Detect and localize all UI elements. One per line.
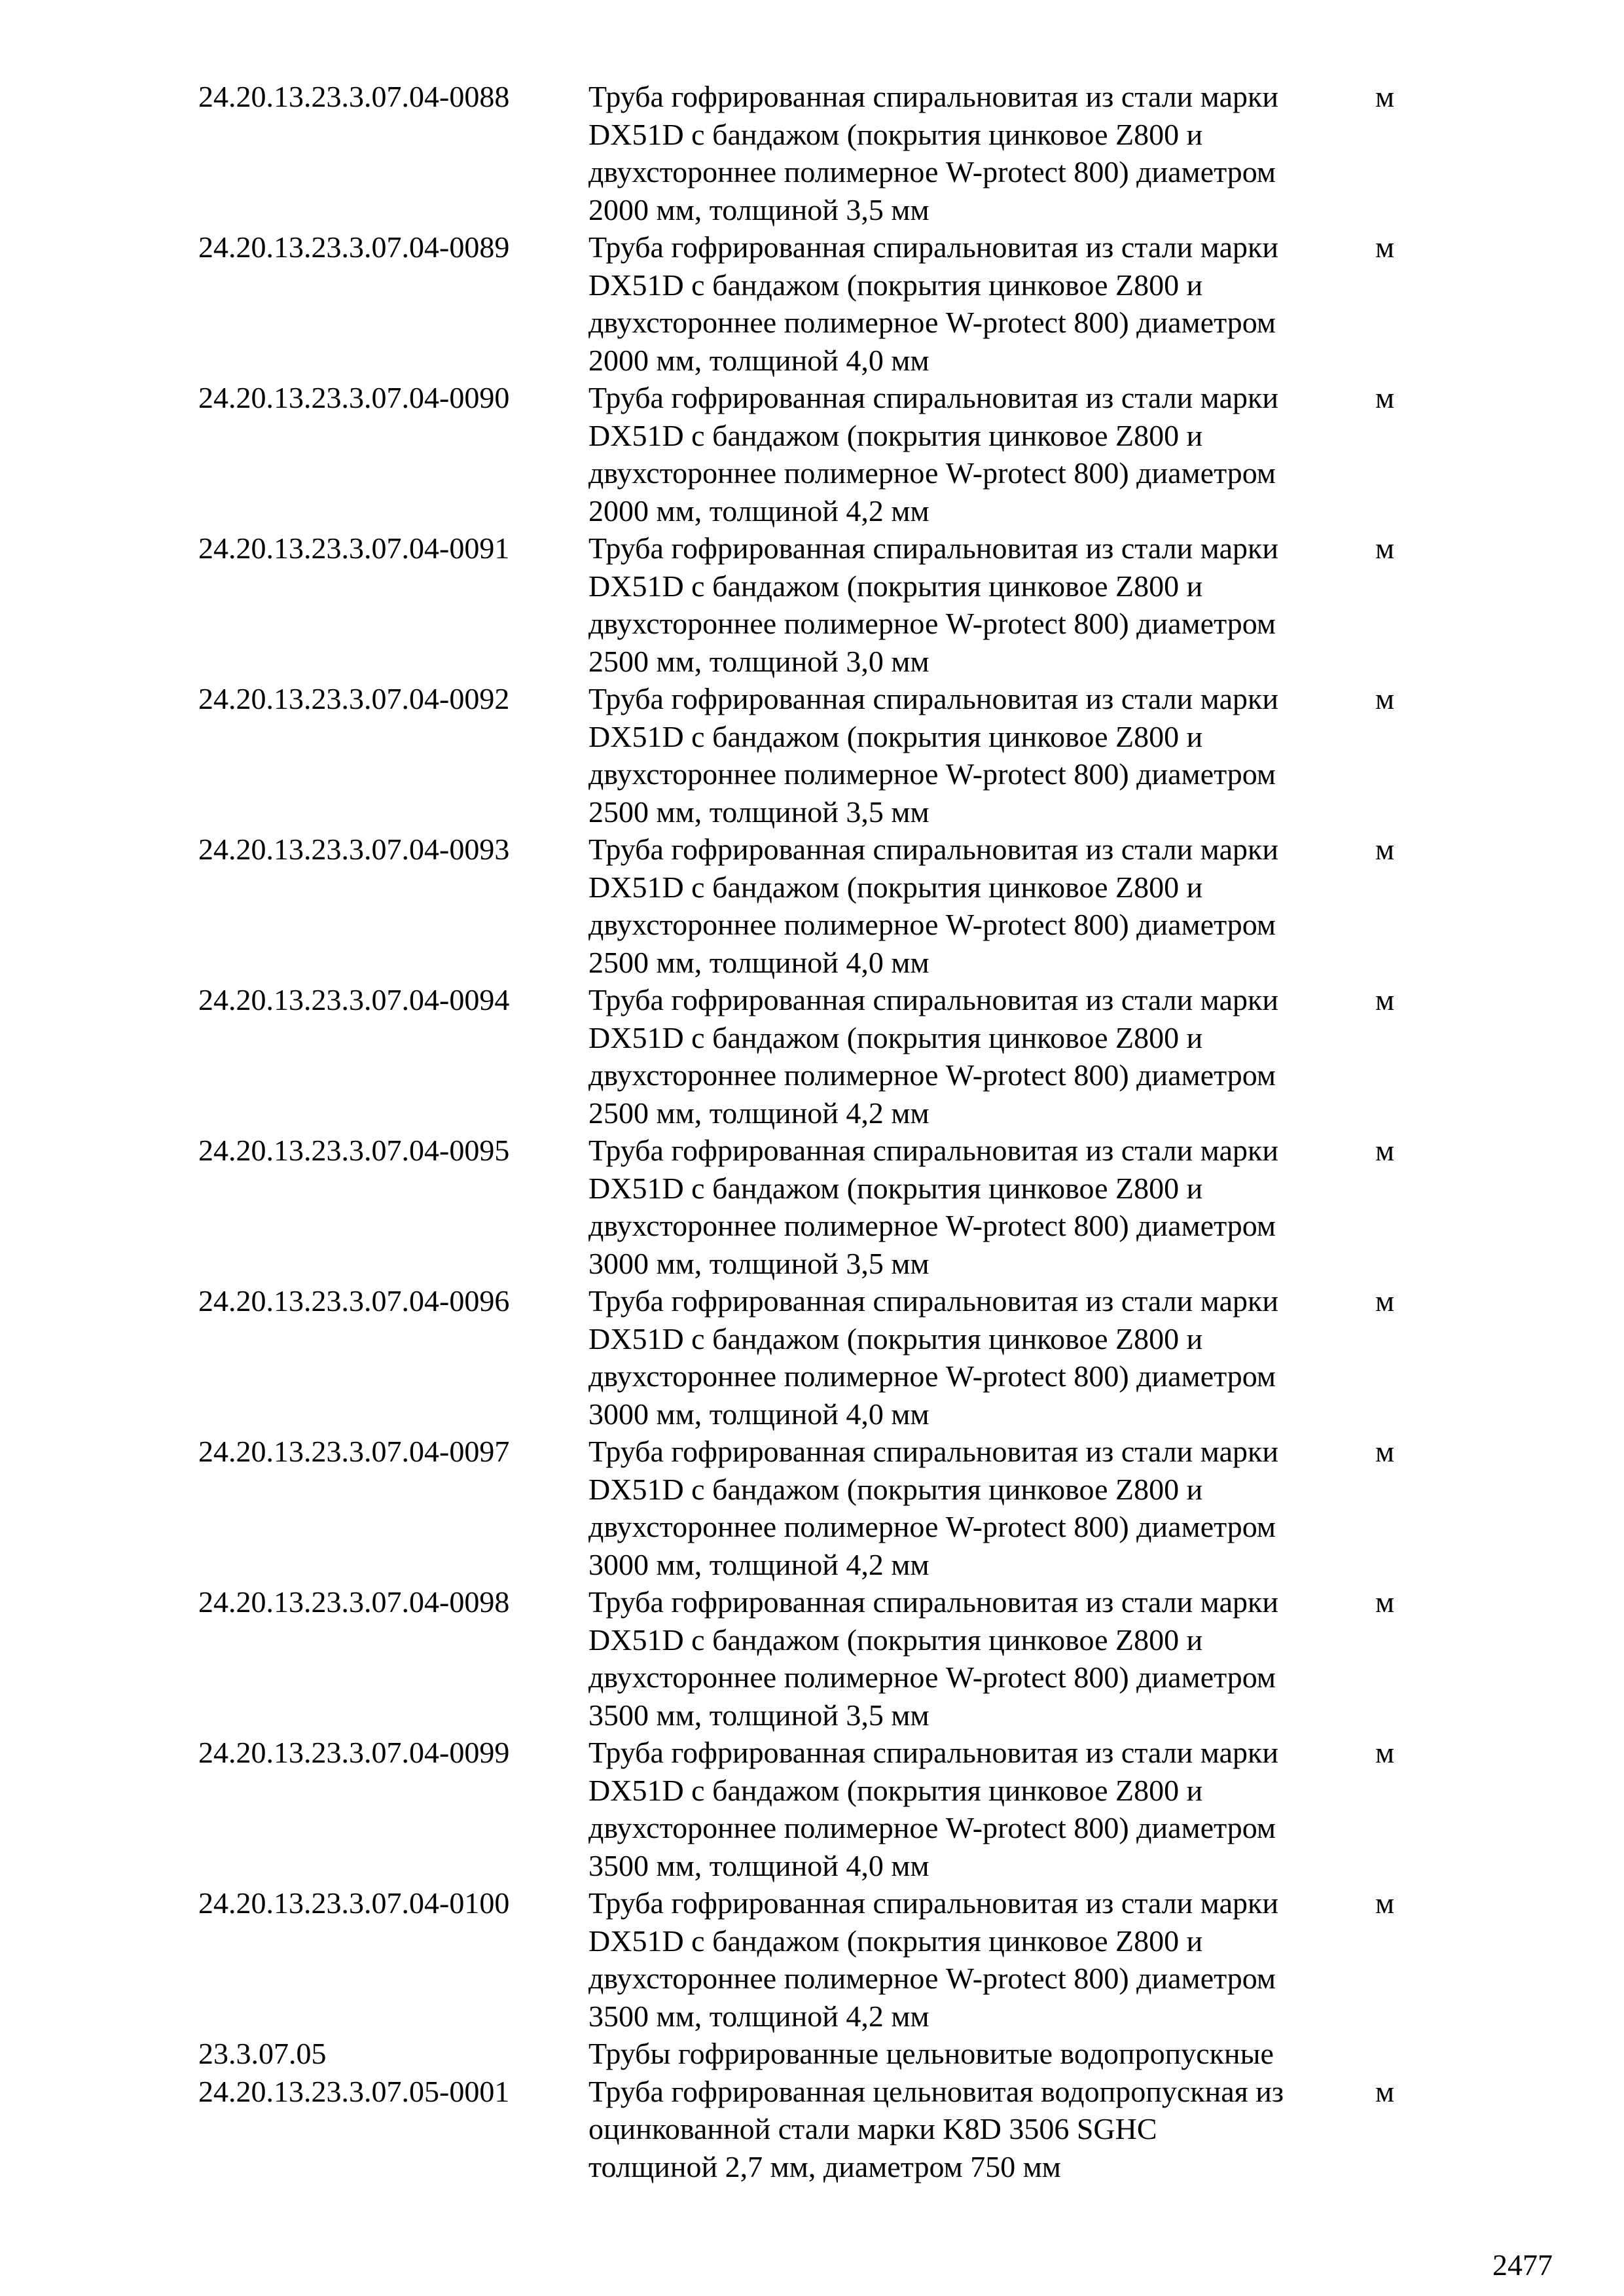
item-code: 24.20.13.23.3.07.05-0001 xyxy=(198,2074,510,2108)
item-description xyxy=(588,981,1367,1132)
description-line: толщиной 2,7 мм, диаметром 750 мм xyxy=(588,2149,1061,2183)
unit-of-measure: м xyxy=(1375,983,1395,1016)
item-code: 23.3.07.05 xyxy=(198,2037,327,2070)
item-code: 24.20.13.23.3.07.04-0090 xyxy=(198,381,510,414)
unit-of-measure: м xyxy=(1375,1585,1395,1619)
description-line: Труба гофрированная спиральновитая из стали марки xyxy=(588,1435,1278,1468)
description-line: DX51D с бандажом (покрытия цинковое Z800 и xyxy=(588,1171,1203,1205)
description-line: 2500 мм, толщиной 4,2 мм xyxy=(588,1096,929,1130)
description-line: двухстороннее полимерное W-protect 800) диаметром xyxy=(588,1209,1276,1242)
item-code: 24.20.13.23.3.07.04-0099 xyxy=(198,1736,510,1769)
description-line: DX51D с бандажом (покрытия цинковое Z800 и xyxy=(588,1924,1203,1958)
item-description xyxy=(588,2073,1367,2186)
description-line: DX51D с бандажом (покрытия цинковое Z800 и xyxy=(588,117,1203,151)
item-description xyxy=(588,831,1367,981)
description-line: Труба гофрированная спиральновитая из стали марки xyxy=(588,682,1278,715)
table-row xyxy=(198,1433,1442,1583)
unit-of-measure: м xyxy=(1375,230,1395,264)
item-description xyxy=(588,680,1367,831)
description-line: DX51D с бандажом (покрытия цинковое Z800 и xyxy=(588,1773,1203,1807)
item-description xyxy=(588,1282,1367,1433)
description-line: Труба гофрированная спиральновитая из стали марки xyxy=(588,1736,1278,1769)
table-row xyxy=(198,1132,1442,1282)
description-line: 3000 мм, толщиной 3,5 мм xyxy=(588,1246,929,1280)
description-line: 2000 мм, толщиной 3,5 мм xyxy=(588,192,929,226)
description-line: 3500 мм, толщиной 4,2 мм xyxy=(588,1999,929,2033)
item-code: 24.20.13.23.3.07.04-0096 xyxy=(198,1284,510,1318)
unit-of-measure: м xyxy=(1375,80,1395,113)
item-code: 24.20.13.23.3.07.04-0094 xyxy=(198,983,510,1016)
table-row xyxy=(198,831,1442,981)
item-code: 24.20.13.23.3.07.04-0097 xyxy=(198,1435,510,1468)
unit-of-measure: м xyxy=(1375,531,1395,565)
description-line: DX51D с бандажом (покрытия цинковое Z800 и xyxy=(588,1472,1203,1506)
item-code: 24.20.13.23.3.07.04-0088 xyxy=(198,80,510,113)
unit-of-measure: м xyxy=(1375,2074,1395,2108)
table-row xyxy=(198,981,1442,1132)
item-code: 24.20.13.23.3.07.04-0100 xyxy=(198,1886,510,1920)
description-line: Труба гофрированная спиральновитая из стали марки xyxy=(588,531,1278,565)
description-line: Труба гофрированная спиральновитая из стали марки xyxy=(588,1134,1278,1167)
description-line: Труба гофрированная спиральновитая из стали марки xyxy=(588,1284,1278,1318)
table-row xyxy=(198,680,1442,831)
description-line: двухстороннее полимерное W-protect 800) диаметром xyxy=(588,155,1276,188)
description-line: DX51D с бандажом (покрытия цинковое Z800 и xyxy=(588,418,1203,452)
description-line: двухстороннее полимерное W-protect 800) диаметром xyxy=(588,1962,1276,1995)
table-row xyxy=(198,1583,1442,1734)
description-line: DX51D с бандажом (покрытия цинковое Z800 и xyxy=(588,1321,1203,1355)
description-line: DX51D с бандажом (покрытия цинковое Z800 и xyxy=(588,870,1203,904)
description-line: 2500 мм, толщиной 3,5 мм xyxy=(588,795,929,829)
unit-of-measure: м xyxy=(1375,1284,1395,1318)
page-number: 2477 xyxy=(1492,2248,1553,2282)
description-line: 2500 мм, толщиной 3,0 мм xyxy=(588,644,929,678)
unit-of-measure: м xyxy=(1375,1134,1395,1167)
description-line: Труба гофрированная цельновитая водопропускная из xyxy=(588,2074,1284,2108)
description-line: DX51D с бандажом (покрытия цинковое Z800 и xyxy=(588,1623,1203,1657)
item-description xyxy=(588,2035,1367,2073)
description-line: Труба гофрированная спиральновитая из стали марки xyxy=(588,230,1278,264)
description-line: двухстороннее полимерное W-protect 800) диаметром xyxy=(588,1058,1276,1092)
table-row xyxy=(198,78,1442,228)
unit-of-measure: м xyxy=(1375,682,1395,715)
description-line: 2500 мм, толщиной 4,0 мм xyxy=(588,945,929,979)
item-code: 24.20.13.23.3.07.04-0093 xyxy=(198,833,510,866)
description-line: DX51D с бандажом (покрытия цинковое Z800 и xyxy=(588,719,1203,753)
item-code: 24.20.13.23.3.07.04-0092 xyxy=(198,682,510,715)
unit-of-measure: м xyxy=(1375,1736,1395,1769)
table-row xyxy=(198,2073,1442,2186)
description-line: двухстороннее полимерное W-protect 800) диаметром xyxy=(588,607,1276,640)
description-line: 2000 мм, толщиной 4,0 мм xyxy=(588,343,929,377)
description-line: DX51D с бандажом (покрытия цинковое Z800 и xyxy=(588,268,1203,302)
item-code: 24.20.13.23.3.07.04-0091 xyxy=(198,531,510,565)
item-description xyxy=(588,1433,1367,1583)
price-list-table xyxy=(198,78,1442,2185)
item-description xyxy=(588,379,1367,529)
description-line: Трубы гофрированные цельновитые водопропускные xyxy=(588,2037,1274,2070)
description-line: 3500 мм, толщиной 3,5 мм xyxy=(588,1698,929,1732)
table-row xyxy=(198,228,1442,379)
table-row xyxy=(198,1884,1442,2035)
table-row xyxy=(198,1734,1442,1884)
description-line: двухстороннее полимерное W-protect 800) диаметром xyxy=(588,456,1276,490)
description-line: Труба гофрированная спиральновитая из стали марки xyxy=(588,833,1278,866)
description-line: двухстороннее полимерное W-protect 800) диаметром xyxy=(588,757,1276,791)
table-row xyxy=(198,529,1442,680)
description-line: двухстороннее полимерное W-protect 800) диаметром xyxy=(588,1811,1276,1844)
description-line: оцинкованной стали марки K8D 3506 SGHC xyxy=(588,2112,1157,2145)
description-line: Труба гофрированная спиральновитая из стали марки xyxy=(588,983,1278,1016)
description-line: 3000 мм, толщиной 4,0 мм xyxy=(588,1397,929,1431)
description-line: 2000 мм, толщиной 4,2 мм xyxy=(588,493,929,528)
item-description xyxy=(588,1884,1367,2035)
item-code: 24.20.13.23.3.07.04-0098 xyxy=(198,1585,510,1619)
description-line: двухстороннее полимерное W-protect 800) диаметром xyxy=(588,1510,1276,1543)
item-description xyxy=(588,1132,1367,1282)
description-line: двухстороннее полимерное W-protect 800) диаметром xyxy=(588,1660,1276,1694)
item-code: 24.20.13.23.3.07.04-0089 xyxy=(198,230,510,264)
item-description xyxy=(588,529,1367,680)
table-row xyxy=(198,2035,1442,2073)
description-line: двухстороннее полимерное W-protect 800) диаметром xyxy=(588,908,1276,941)
item-description xyxy=(588,228,1367,379)
description-line: DX51D с бандажом (покрытия цинковое Z800 и xyxy=(588,1020,1203,1054)
unit-of-measure: м xyxy=(1375,1886,1395,1920)
description-line: 3000 мм, толщиной 4,2 мм xyxy=(588,1547,929,1581)
description-line: Труба гофрированная спиральновитая из стали марки xyxy=(588,1585,1278,1619)
item-description xyxy=(588,1583,1367,1734)
item-code: 24.20.13.23.3.07.04-0095 xyxy=(198,1134,510,1167)
unit-of-measure: м xyxy=(1375,381,1395,414)
description-line: Труба гофрированная спиральновитая из стали марки xyxy=(588,381,1278,414)
table-row xyxy=(198,379,1442,529)
item-description xyxy=(588,1734,1367,1884)
description-line: DX51D с бандажом (покрытия цинковое Z800 и xyxy=(588,569,1203,603)
description-line: двухстороннее полимерное W-protect 800) диаметром xyxy=(588,1359,1276,1393)
description-line: Труба гофрированная спиральновитая из стали марки xyxy=(588,80,1278,113)
table-row xyxy=(198,1282,1442,1433)
description-line: 3500 мм, толщиной 4,0 мм xyxy=(588,1848,929,1882)
unit-of-measure: м xyxy=(1375,1435,1395,1468)
unit-of-measure: м xyxy=(1375,833,1395,866)
description-line: Труба гофрированная спиральновитая из стали марки xyxy=(588,1886,1278,1920)
description-line: двухстороннее полимерное W-protect 800) диаметром xyxy=(588,306,1276,339)
item-description xyxy=(588,78,1367,228)
